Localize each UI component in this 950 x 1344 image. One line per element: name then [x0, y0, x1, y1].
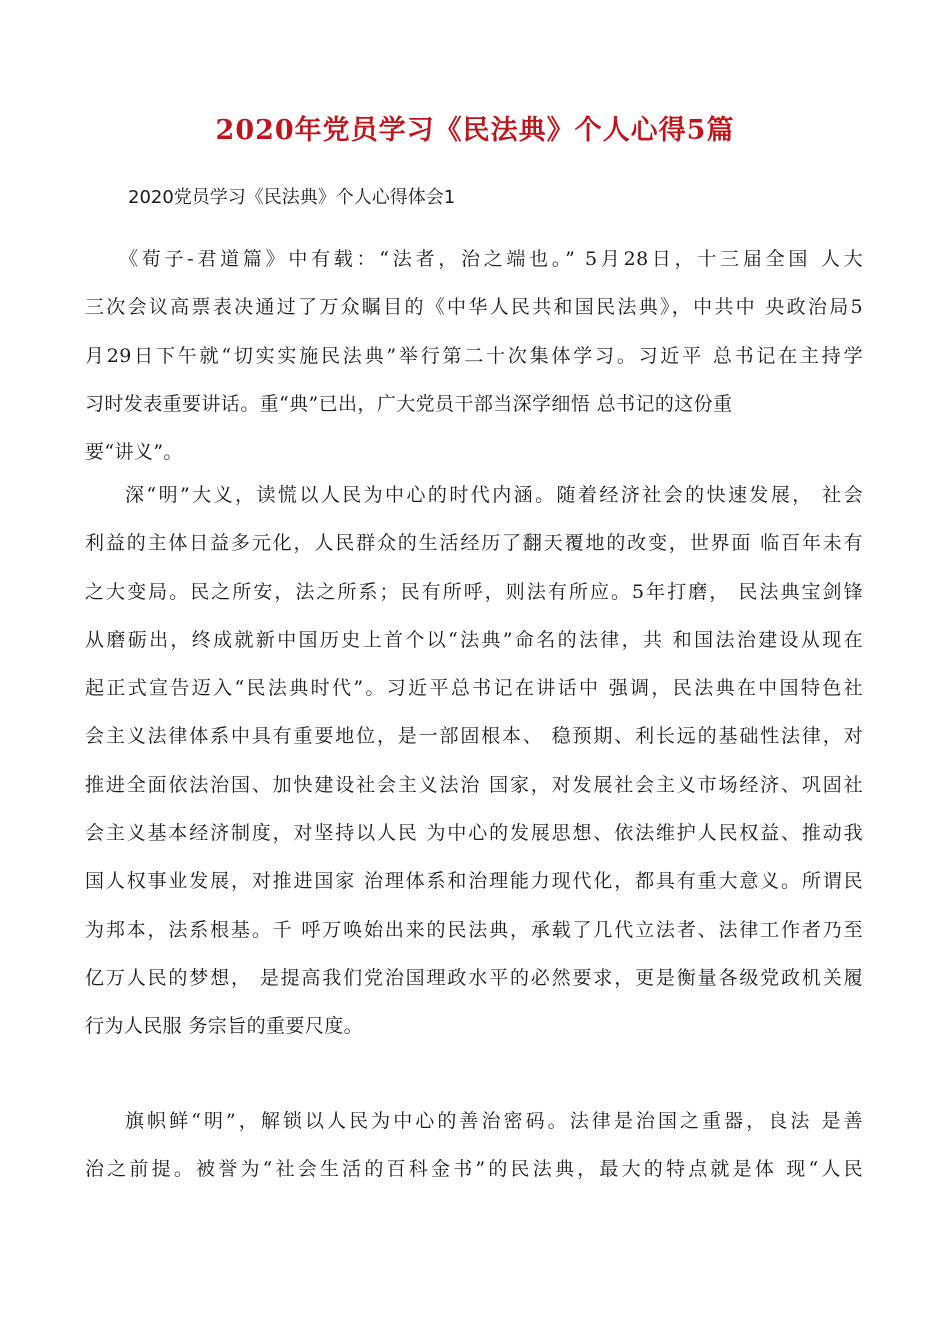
text-line: 起正式宣告迈入“民法典时代”。习近平总书记在讲话中 强调，民法典在中国特色社	[85, 677, 863, 700]
text-line: 从磨砺出，终成就新中国历史上首个以“法典”命名的法律，共 和国法治建设从现在	[85, 628, 863, 651]
text-line: 旗帜鲜“明”，解锁以人民为中心的善治密码。法律是治国之重器，良法 是善	[125, 1110, 863, 1132]
text-line: 国人权事业发展，对推进国家 治理体系和治理能力现代化，都具有重大意义。所谓民	[85, 870, 863, 893]
text-line: 要“讲义”。	[85, 441, 183, 464]
text-line: 利益的主体日益多元化，人民群众的生活经历了翻天覆地的改变，世界面 临百年未有	[85, 532, 863, 555]
text-line: 三次会议高票表决通过了万众瞩目的《中华人民共和国民法典》，中共中 央政治局5	[85, 296, 863, 319]
text-line: 会主义基本经济制度，对坚持以人民 为中心的发展思想、依法维护人民权益、推动我	[85, 822, 863, 845]
text-line: 为邦本，法系根基。千 呼万唤始出来的民法典，承载了几代立法者、法律工作者乃至	[85, 918, 863, 941]
text-line: 会主义法律体系中具有重要地位，是一部固根本、 稳预期、利长远的基础性法律，对	[85, 725, 863, 748]
text-line: 行为人民服 务宗旨的重要尺度。	[85, 1015, 364, 1038]
text-line: 深“明”大义，读慌以人民为中心的时代内涵。随着经济社会的快速发展， 社会	[125, 484, 863, 506]
text-line: 《荀子-君道篇》中有载：“法者，治之端也。” 5月28日，十三届全国 人大	[119, 248, 863, 270]
text-line: 亿万人民的梦想， 是提高我们党治国理政水平的必然要求，更是衡量各级党政机关履	[85, 966, 863, 989]
paragraph-1	[85, 235, 863, 476]
text-line: 治之前提。被誉为“社会生活的百科金书”的民法典，最大的特点就是体 现“人民	[85, 1158, 863, 1181]
page-title: 2020年党员学习《民法典》个人心得5篇	[215, 115, 735, 146]
paragraph-2	[85, 471, 863, 1051]
text-line: 月29日下午就“切实实施民法典”举行第二十次集体学习。习近平 总书记在主持学	[85, 344, 863, 367]
text-line: 之大变局。民之所安，法之所系；民有所呼，则法有所应。5年打磨， 民法典宝剑锋	[85, 580, 863, 603]
paragraph-3	[85, 1097, 863, 1194]
text-line: 习时发表重要讲话。重“典”已出，广大党员干部当深学细悟 总书记的这份重	[85, 392, 733, 415]
section-heading: 2020党员学习《民法典》个人心得体会1	[128, 187, 456, 208]
text-line: 推进全面依法治国、加快建设社会主义法治 国家，对发展社会主义市场经济、巩固社	[85, 773, 863, 796]
